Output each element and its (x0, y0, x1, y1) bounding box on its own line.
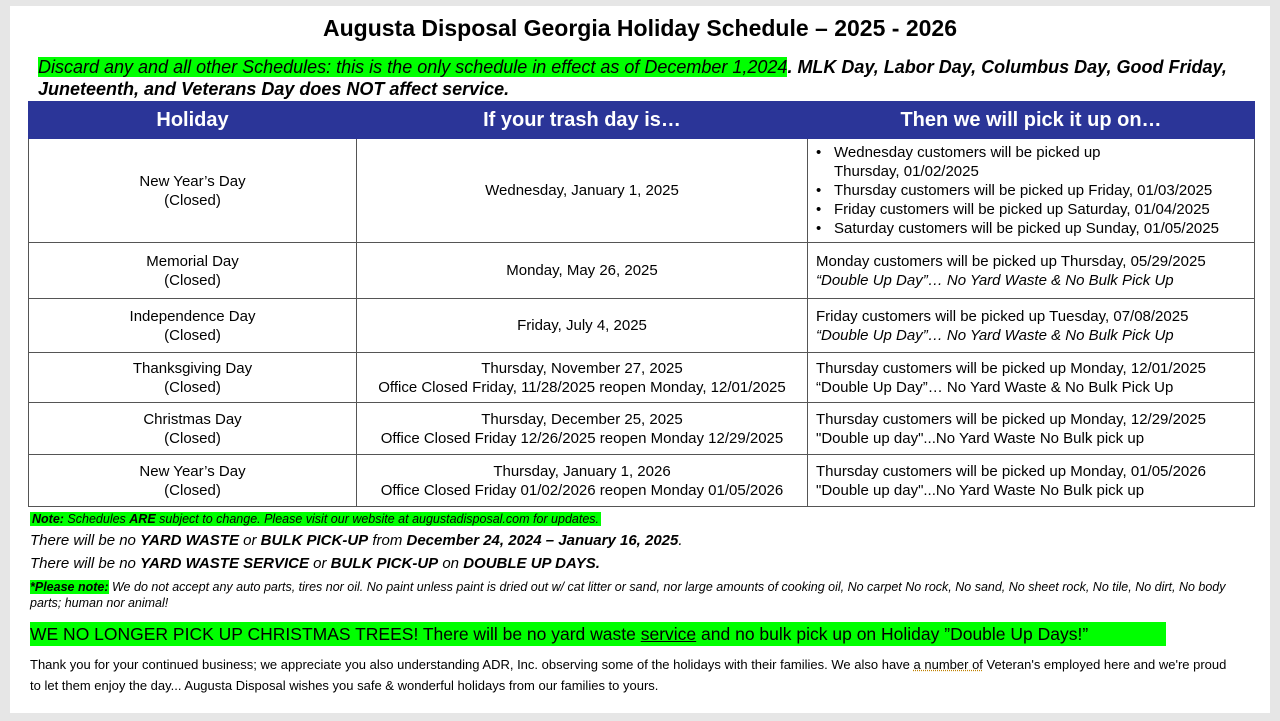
holiday-schedule-table (28, 101, 1255, 507)
pickup-cell (808, 353, 1255, 403)
office-closed-text: Office Closed Friday 01/02/2026 reopen Monday 01/05/2026 (380, 481, 784, 499)
office-closed-text: Office Closed Friday 12/26/2025 reopen Monday 12/29/2025 (380, 429, 784, 447)
table-row (29, 139, 1255, 243)
pickup-cell (808, 299, 1255, 353)
trash-day-cell (357, 403, 808, 455)
trash-day: Wednesday, January 1, 2025 (485, 182, 679, 199)
pickup-list-item: • Thursday customers will be picked up Friday, 01/03/2025 (816, 181, 1246, 200)
trash-day: Monday, May 26, 2025 (506, 262, 658, 279)
intro-rest: . MLK Day, Labor Day, Columbus Day, Good Friday, Juneteenth, and Veterans Day does NOT affect service. (38, 57, 1227, 99)
office-closed-text: Office Closed Friday, 11/28/2025 reopen Monday, 12/01/2025 (378, 378, 786, 396)
pickup-text: Thursday customers will be picked up Monday, 12/01/2025 (816, 359, 1206, 377)
document-page (10, 6, 1270, 713)
please-note (30, 579, 1240, 611)
pickup-note: “Double Up Day”… No Yard Waste & No Bulk Pick Up (816, 271, 1174, 289)
note-label: Note: (32, 512, 64, 526)
pickup-text: Monday customers will be picked up Thursday, 05/29/2025 (816, 252, 1206, 270)
holiday-cell (29, 299, 357, 353)
holiday-cell (29, 403, 357, 455)
trash-day: Thursday, January 1, 2026 (493, 462, 671, 480)
holiday-cell (29, 139, 357, 243)
pickup-list (816, 143, 1246, 238)
christmas-trees-banner: WE NO LONGER PICK UP CHRISTMAS TREES! There will be no yard waste service and no bulk pick up on Holiday ”Double Up Days!” (30, 622, 1166, 646)
intro-paragraph (38, 56, 1238, 100)
pickup-list-item: • Friday customers will be picked up Saturday, 01/04/2025 (816, 200, 1246, 219)
holiday-name: Christmas Day (143, 410, 242, 428)
holiday-status: (Closed) (164, 429, 221, 447)
holiday-cell (29, 243, 357, 299)
yard-waste-notice: There will be no YARD WASTE or BULK PICK-UP from December 24, 2024 – January 16, 2025. (30, 532, 683, 549)
pickup-list-item: • Saturday customers will be picked up Sunday, 01/05/2025 (816, 219, 1246, 238)
double-up-notice: There will be no YARD WASTE SERVICE or BULK PICK-UP on DOUBLE UP DAYS. (30, 555, 600, 572)
pickup-cell (808, 455, 1255, 507)
holiday-status: (Closed) (164, 326, 221, 344)
holiday-name: Thanksgiving Day (132, 359, 253, 377)
holiday-status: (Closed) (164, 378, 221, 396)
trash-day-cell (357, 243, 808, 299)
pickup-list-item: • Wednesday customers will be picked up Thursday, 01/02/2025 (816, 143, 1246, 181)
holiday-name: Independence Day (129, 307, 256, 325)
please-note-label: *Please note: (30, 580, 109, 594)
holiday-name: New Year’s Day (139, 462, 246, 480)
trash-day-cell (357, 455, 808, 507)
pickup-note: "Double up day"...No Yard Waste No Bulk pick up (816, 429, 1145, 447)
trash-day: Thursday, November 27, 2025 (481, 359, 683, 377)
holiday-status: (Closed) (164, 191, 221, 209)
pickup-cell (808, 243, 1255, 299)
pickup-text: Thursday customers will be picked up Monday, 12/29/2025 (816, 410, 1206, 428)
trash-day: Friday, July 4, 2025 (517, 317, 647, 334)
holiday-cell (29, 353, 357, 403)
pickup-cell (808, 403, 1255, 455)
header-holiday: Holiday (29, 102, 357, 139)
pickup-note: "Double up day"...No Yard Waste No Bulk pick up (816, 481, 1145, 499)
header-pickup: Then we will pick it up on… (808, 102, 1255, 139)
trash-day-cell (357, 299, 808, 353)
please-note-text: We do not accept any auto parts, tires nor oil. No paint unless paint is dried out w/ cat litter or sand, nor large amounts of cooking oil, No carpet No rock, No sand, No sheet rock, No tile, No dirt, No body parts; human nor animal! (30, 580, 1226, 610)
table-row (29, 243, 1255, 299)
holiday-name: New Year’s Day (139, 172, 246, 190)
pickup-cell (808, 139, 1255, 243)
holiday-name: Memorial Day (146, 252, 239, 270)
schedule-change-note: Note: Schedules ARE subject to change. Please visit our website at augustadisposal.com for updates. (32, 512, 599, 526)
holiday-cell (29, 455, 357, 507)
table-row (29, 299, 1255, 353)
table-row (29, 455, 1255, 507)
intro-highlight: Discard any and all other Schedules: this is the only schedule in effect as of December 1,2024 (38, 57, 788, 77)
trash-day-cell (357, 353, 808, 403)
pickup-text: Friday customers will be picked up Tuesday, 07/08/2025 (816, 307, 1189, 325)
table-header-row (29, 102, 1255, 139)
header-trash-day: If your trash day is… (357, 102, 808, 139)
table-row (29, 353, 1255, 403)
pickup-text: Thursday customers will be picked up Monday, 01/05/2026 (816, 462, 1206, 480)
holiday-status: (Closed) (164, 481, 221, 499)
pickup-note: “Double Up Day”… No Yard Waste & No Bulk Pick Up (816, 378, 1174, 396)
trash-day: Thursday, December 25, 2025 (481, 410, 683, 428)
holiday-status: (Closed) (164, 271, 221, 289)
page-title: Augusta Disposal Georgia Holiday Schedule – 2025 - 2026 (322, 15, 957, 41)
thank-you-paragraph: Thank you for your continued business; we appreciate you also understanding ADR, Inc. observing some of the holidays with their families. We also have a number of Veteran's employed here and we're proud to let them enjoy the day... Augusta Disposal wishes you safe & wonderful holidays from our families to yours. (30, 657, 1227, 693)
pickup-note: “Double Up Day”… No Yard Waste & No Bulk Pick Up (816, 326, 1174, 344)
trash-day-cell (357, 139, 808, 243)
table-row (29, 403, 1255, 455)
